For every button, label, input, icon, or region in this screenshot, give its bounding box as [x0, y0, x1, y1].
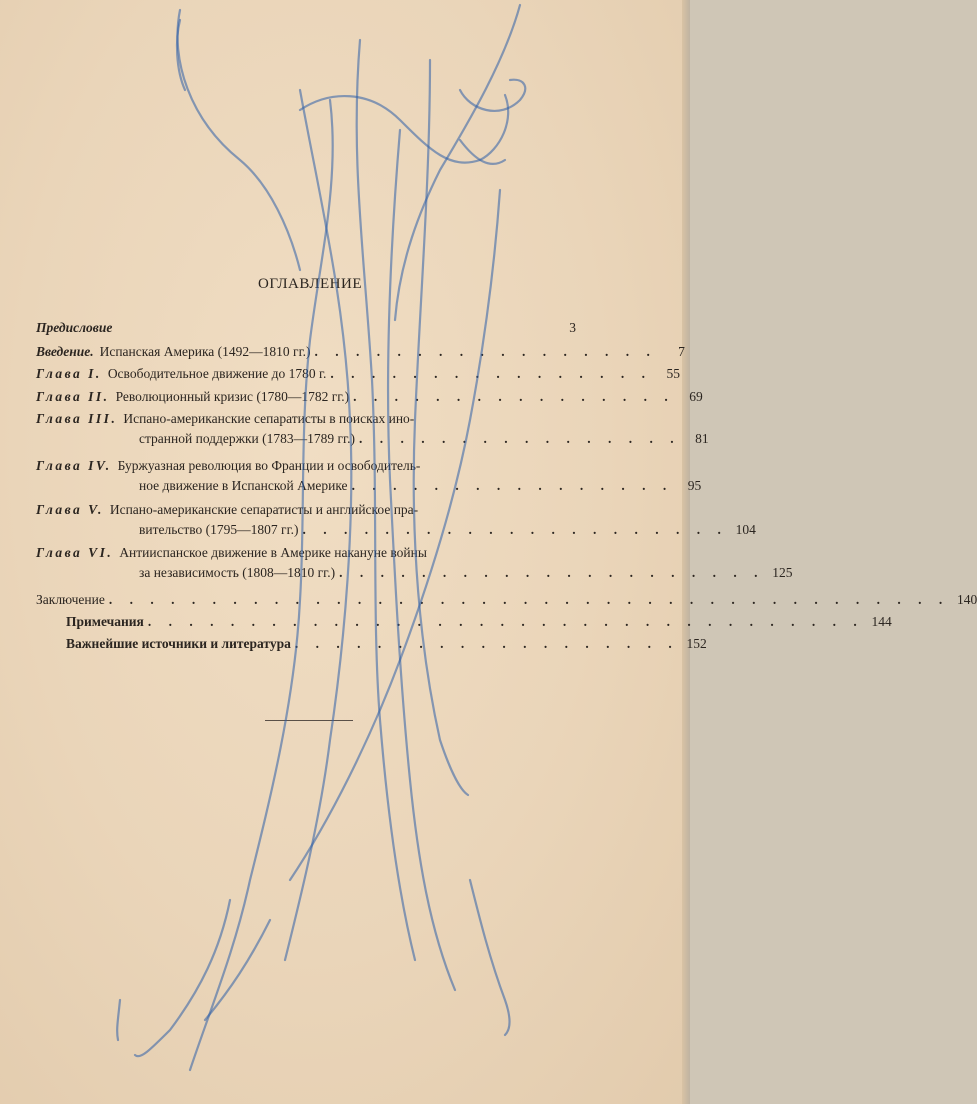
toc-entry-lead: Глава II. [36, 389, 110, 404]
toc-entry-page: 3 [569, 320, 576, 335]
toc-entry-title: Буржуазная революция во Франции и освободитель- [117, 458, 421, 473]
toc-entry-title-cont: странной поддержки (1783—1789 гг.) [139, 431, 355, 446]
page-title: ОГЛАВЛЕНИЕ [258, 276, 362, 292]
toc-entry-page: 140 [956, 592, 977, 607]
toc-entry-title: Важнейшие источники и литература [66, 636, 291, 651]
toc-entry-chapter-3: Глава III. Испано-американские сепаратисты в поисках ино- странной поддержки (1783—1789 гг.) . . . . . . . . . . . . . . . . 81 [36, 409, 576, 449]
end-rule [265, 720, 353, 721]
toc-entry-page: 144 [871, 614, 892, 629]
toc-entry-title: Испанская Америка (1492—1810 гг.) [99, 344, 311, 359]
toc-entry-page: 81 [695, 431, 709, 446]
toc-entry-page: 55 [666, 366, 681, 381]
toc-entry-chapter-2: Глава II. Революционный кризис (1780—1782 гг.) . . . . . . . . . . . . . . . . 69 [36, 387, 576, 407]
toc-entry-title: Примечания [66, 614, 144, 629]
toc-entry-lead: Глава V. [36, 502, 104, 517]
toc-entry-sources: Важнейшие источники и литература . . . . . . . . . . . . . . . . . . . 152 [36, 634, 576, 654]
toc-entry-chapter-1: Глава I. Освободительное движение до 1780 г. . . . . . . . . . . . . . . . . 55 [36, 364, 576, 384]
toc-entry-lead: Глава IV. [36, 458, 112, 473]
toc-entry-notes: Примечания . . . . . . . . . . . . . . . . . . . . . . . . . . . . . . . . . . . 144 [36, 612, 576, 632]
toc-entry-title: Революционный кризис (1780—1782 гг.) [115, 389, 350, 404]
toc-entry-title-cont: за независимость (1808—1810 гг.) [139, 565, 336, 580]
toc-entry-lead: Введение. [36, 344, 94, 359]
toc-entry-lead: Глава I. [36, 366, 102, 381]
toc-entry-title: Заключение [36, 592, 105, 607]
toc-entry-conclusion: Заключение . . . . . . . . . . . . . . . . . . . . . . . . . . . . . . . . . . . . . . . . . 140 [36, 590, 576, 610]
toc-entry-lead: Предисловие [36, 320, 113, 335]
toc-entry-page: 69 [689, 389, 703, 404]
toc-entry-lead: Глава VI. [36, 545, 114, 560]
toc-entry-page: 125 [772, 565, 793, 580]
page-edge [682, 0, 690, 1104]
toc-entry-lead: Глава III. [36, 411, 118, 426]
toc-entry-title-cont: ное движение в Испанской Америке [139, 478, 348, 493]
toc-entry-title-cont: вительство (1795—1807 гг.) [139, 522, 299, 537]
toc-entry-chapter-6: Глава VI. Антииспанское движение в Америке накануне войны за независимость (1808—1810 гг.) . . . . . . . . . . . . . . . . . . . . . 125 [36, 543, 576, 583]
toc-entry-title: Освободительное движение до 1780 г. [107, 366, 327, 381]
toc-entry-page: 7 [678, 344, 685, 359]
toc-entry-page: 152 [686, 636, 707, 651]
toc-entry-intro: Введение. Испанская Америка (1492—1810 гг.) . . . . . . . . . . . . . . . . . 7 [36, 342, 576, 362]
toc-entry-title: Антииспанское движение в Америке накануне войны [119, 545, 427, 560]
toc-entry-preface [36, 318, 576, 338]
toc-entry-page: 95 [687, 478, 702, 493]
toc-entry-chapter-5: Глава V. Испано-американские сепаратисты и английское пра- вительство (1795—1807 гг.) . . . . . . . . . . . . . . . . . . . . . 104 [36, 500, 576, 540]
toc-entry-page: 104 [735, 522, 756, 537]
toc-entry-chapter-4: Глава IV. Буржуазная революция во Франции и освободитель- ное движение в Испанской Америке . . . . . . . . . . . . . . . . 95 [36, 456, 576, 496]
toc-entry-title: Испано-американские сепаратисты и английское пра- [109, 502, 419, 517]
toc-entry-title: Испано-американские сепаратисты в поисках ино- [123, 411, 415, 426]
